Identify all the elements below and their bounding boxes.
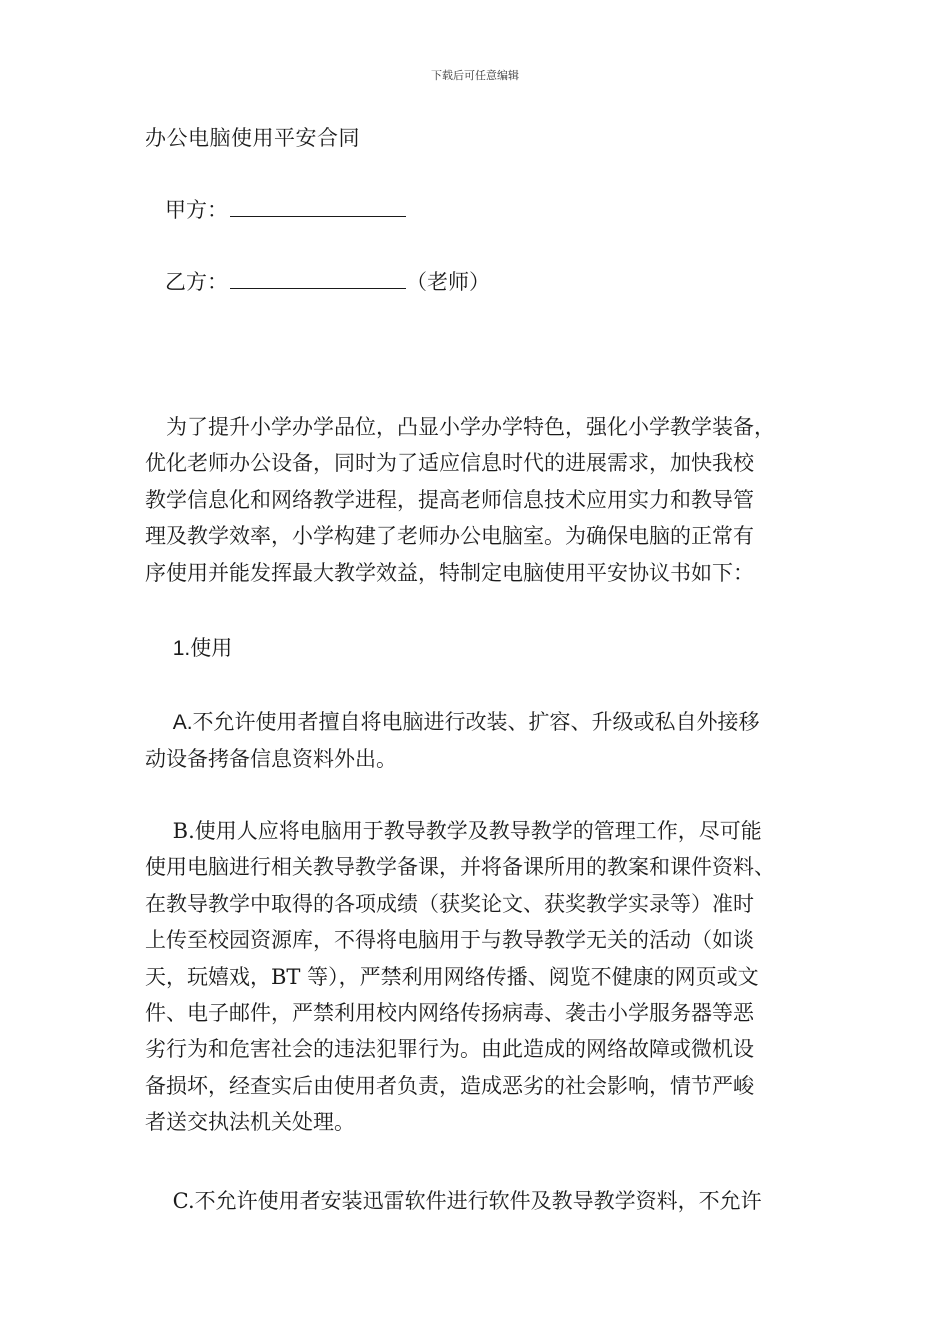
party-b-blank: [230, 270, 406, 289]
clause-b-paragraph: [145, 813, 820, 1141]
clause-b-line: 备损坏，经查实后由使用者负责，造成恶劣的社会影响，情节严峻: [145, 1073, 754, 1098]
clause-c-line: C.不允许使用者安装迅雷软件进行软件及教导教学资料，不允许: [145, 1189, 762, 1213]
intro-line: 理及教学效率，小学构建了老师办公电脑室。为确保电脑的正常有: [145, 524, 754, 549]
clause-b-line: 者送交执法机关处理。: [145, 1110, 355, 1135]
intro-line: 教学信息化和网络教学进程，提高老师信息技术应用实力和教导管: [145, 487, 754, 512]
clause-a-paragraph: [145, 704, 820, 778]
clause-b-line: 在教导教学中取得的各项成绩（获奖论文、获奖教学实录等）准时: [145, 891, 754, 916]
clause-a-line: 动设备拷备信息资料外出。: [145, 747, 397, 772]
party-a-label: 甲方：: [165, 198, 228, 222]
clause-b-line: 劣行为和危害社会的违法犯罪行为。由此造成的网络故障或微机设: [145, 1037, 754, 1062]
section-label: 使用: [190, 636, 233, 660]
party-b-line: [165, 266, 490, 296]
clause-b-line: 使用电脑进行相关教导教学备课，并将备课所用的教案和课件资料、: [145, 855, 775, 880]
clause-b-line: 件、电子邮件，严禁利用校内网络传扬病毒、袭击小学服务器等恶: [145, 1001, 754, 1026]
document-title: 办公电脑使用平安合同: [145, 126, 360, 150]
party-b-suffix: （老师）: [406, 270, 490, 294]
clause-a-line: 不允许使用者擅自将电脑进行改装、扩容、升级或私自外接移: [192, 710, 760, 734]
clause-b-line: 天，玩嬉戏，BT 等），严禁利用网络传播、阅览不健康的网页或文: [145, 964, 759, 989]
party-a-line: [165, 194, 406, 224]
header-note: 下载后可任意编辑: [431, 69, 519, 82]
section-number: 1.: [172, 637, 191, 660]
intro-line: 优化老师办公设备，同时为了适应信息时代的进展需求，加快我校: [145, 451, 754, 476]
intro-line: 为了提升小学办学品位，凸显小学办学特色，强化小学教学装备，: [145, 415, 775, 439]
clause-b-line: B.使用人应将电脑用于教导教学及教导教学的管理工作，尽可能: [145, 819, 762, 843]
clause-b-line: 上传至校园资源库，不得将电脑用于与教导教学无关的活动（如谈: [145, 928, 754, 953]
clause-c-paragraph: [145, 1183, 820, 1219]
clause-a-prefix: A.: [172, 711, 193, 734]
intro-paragraph: [145, 409, 820, 591]
section-use-heading: [145, 630, 820, 667]
party-b-label: 乙方：: [165, 270, 228, 294]
party-a-blank: [230, 198, 406, 217]
intro-line: 序使用并能发挥最大教学效益，特制定电脑使用平安协议书如下：: [145, 560, 754, 585]
